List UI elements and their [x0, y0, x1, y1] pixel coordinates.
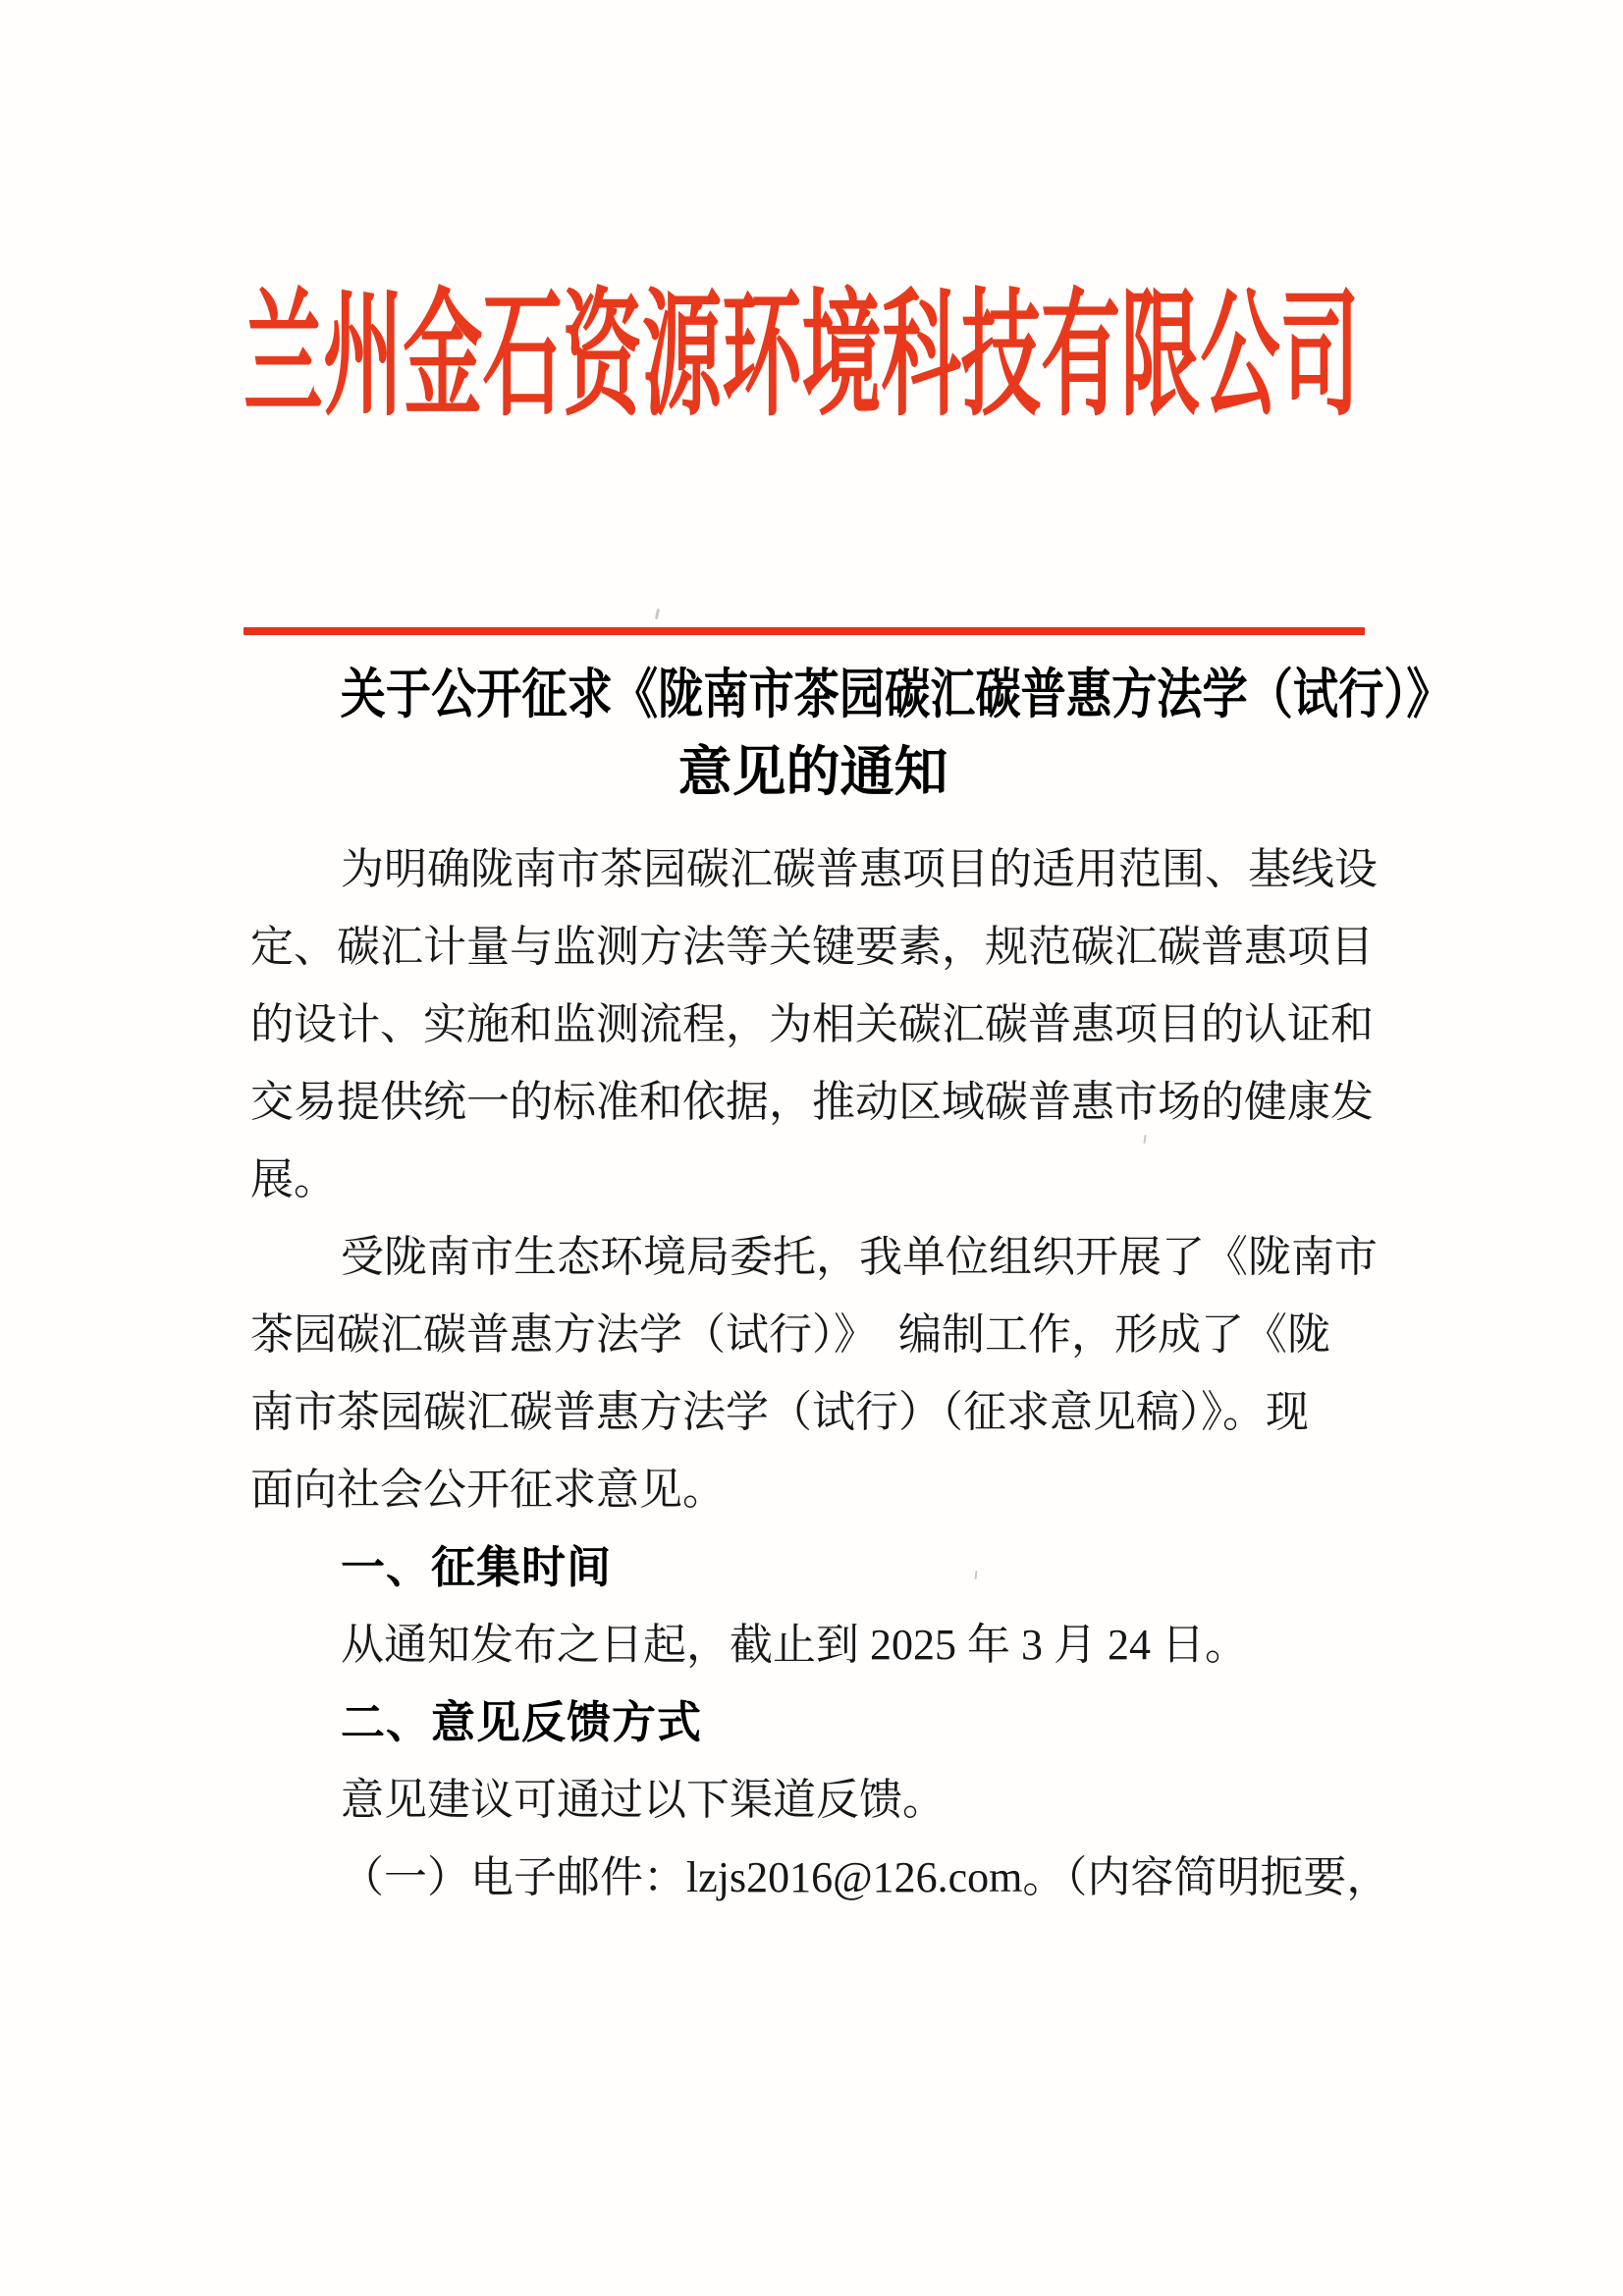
scan-speck: [655, 609, 660, 619]
body-line: 的设计、实施和监测流程，为相关碳汇碳普惠项目的认证和: [250, 1000, 1374, 1048]
notice-title-line1: 关于公开征求《陇南市茶园碳汇碳普惠方法学（试行）》: [340, 665, 1452, 724]
body-line: 茶园碳汇碳普惠方法学（试行）》 编制工作，形成了《陇: [250, 1310, 1330, 1359]
body-line: 受陇南市生态环境局委托，我单位组织开展了《陇南市: [341, 1233, 1378, 1281]
body-line: 意见建议可通过以下渠道反馈。: [341, 1776, 946, 1824]
red-divider-line: [243, 627, 1365, 635]
body-line-email: （一）电子邮件：lzjs2016@126.com。（内容简明扼要，: [341, 1853, 1390, 1901]
section-heading-feedback-method: 二、意见反馈方式: [341, 1697, 703, 1747]
body-line: 面向社会公开征求意见。: [250, 1466, 726, 1514]
body-line: 为明确陇南市茶园碳汇碳普惠项目的适用范围、基线设: [341, 845, 1378, 893]
notice-title: [250, 656, 1452, 811]
body-line: 定、碳汇计量与监测方法等关键要素，规范碳汇碳普惠项目: [250, 923, 1374, 971]
body-line: 展。: [250, 1155, 337, 1203]
notice-body: [250, 830, 1389, 1916]
letterhead-company-name: 兰州金石资源环境科技有限公司: [243, 281, 1360, 433]
body-line: 南市茶园碳汇碳普惠方法学（试行）（征求意见稿）》。现: [250, 1388, 1309, 1436]
notice-title-line2: 意见的通知: [677, 742, 948, 802]
section-heading-collection-time: 一、征集时间: [341, 1542, 613, 1592]
body-line-deadline: 从通知发布之日起，截止到 2025 年 3 月 24 日。: [341, 1621, 1248, 1669]
body-line: 交易提供统一的标准和依据，推动区域碳普惠市场的健康发: [250, 1078, 1374, 1126]
